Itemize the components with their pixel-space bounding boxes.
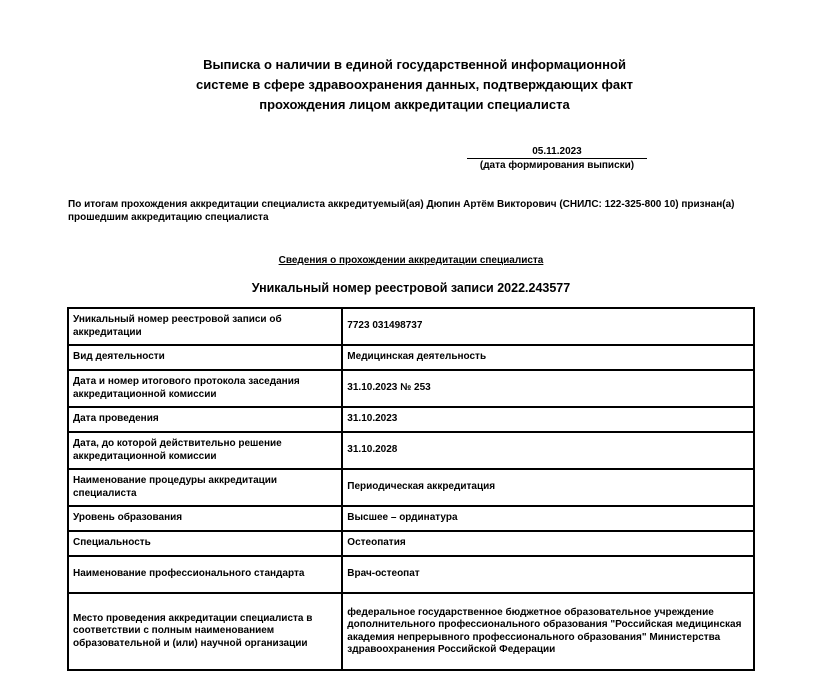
formation-date: 05.11.2023 xyxy=(467,145,647,159)
row-value: Медицинская деятельность xyxy=(342,345,754,370)
row-value: Остеопатия xyxy=(342,531,754,556)
row-value: федеральное государственное бюджетное образовательное учреждение дополнительного профессионального образования "Российская медицинская академия непрерывного профессионального образования" Министерства здравоохранения Российской Федерации xyxy=(342,593,754,670)
accreditation-result-text: По итогам прохождения аккредитации специалиста аккредитуемый(ая) Дюпин Артём Викторович (СНИЛС: 122-325-800 10) признан(а) прошедшим аккредитацию специалиста xyxy=(68,199,735,223)
row-value: 31.10.2023 № 253 xyxy=(342,370,754,407)
formation-date-caption: (дата формирования выписки) xyxy=(479,160,635,171)
row-label: Уникальный номер реестровой записи об аккредитации xyxy=(68,308,342,345)
row-label: Уровень образования xyxy=(68,506,342,531)
row-label: Вид деятельности xyxy=(68,345,342,370)
registry-number-heading: Уникальный номер реестровой записи 2022.243577 xyxy=(251,281,571,295)
row-label: Дата проведения xyxy=(68,407,342,432)
table-row xyxy=(68,593,754,670)
row-label: Наименование процедуры аккредитации специалиста xyxy=(68,469,342,506)
section-header xyxy=(0,254,822,267)
row-label: Место проведения аккредитации специалиста в соответствии с полным наименованием образовательной и (или) научной организации xyxy=(68,593,342,670)
title-line-1: Выписка о наличии в единой государственной информационной xyxy=(203,57,626,72)
table-row xyxy=(68,469,754,506)
row-value: 31.10.2023 xyxy=(342,407,754,432)
section-header-text: Сведения о прохождении аккредитации специалиста xyxy=(278,255,544,266)
row-value: 7723 031498737 xyxy=(342,308,754,345)
row-value: Врач-остеопат xyxy=(342,556,754,593)
table-row xyxy=(68,308,754,345)
table-row xyxy=(68,531,754,556)
row-label: Дата, до которой действительно решение аккредитационной комиссии xyxy=(68,432,342,469)
table-row xyxy=(68,432,754,469)
table-row xyxy=(68,345,754,370)
title-line-2: системе в сфере здравоохранения данных, подтверждающих факт xyxy=(195,77,634,92)
row-value: Периодическая аккредитация xyxy=(342,469,754,506)
table-row xyxy=(68,556,754,593)
row-label: Дата и номер итогового протокола заседания аккредитационной комиссии xyxy=(68,370,342,407)
formation-date-block xyxy=(467,145,647,172)
row-value: Высшее – ординатура xyxy=(342,506,754,531)
table-row xyxy=(68,407,754,432)
title-line-3: прохождения лицом аккредитации специалиста xyxy=(259,97,570,112)
accreditation-info-table xyxy=(67,307,755,671)
row-label: Наименование профессионального стандарта xyxy=(68,556,342,593)
table-row xyxy=(68,506,754,531)
document-title xyxy=(0,55,829,115)
row-label: Специальность xyxy=(68,531,342,556)
row-value: 31.10.2028 xyxy=(342,432,754,469)
table-row xyxy=(68,370,754,407)
